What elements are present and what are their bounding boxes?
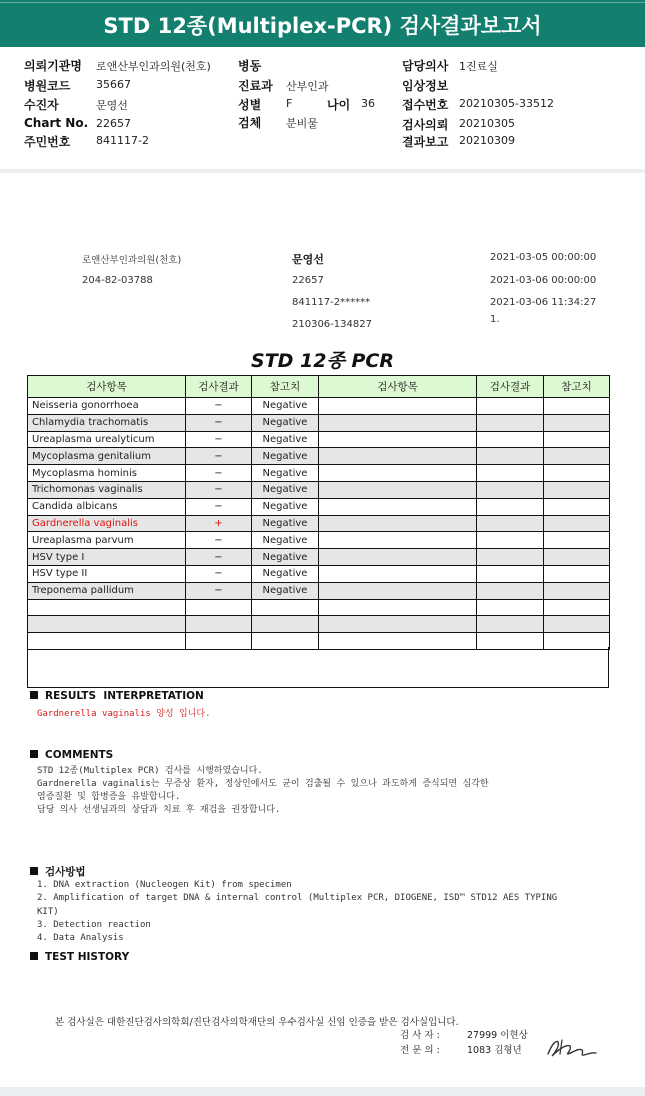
request-label: 검사의뢰 <box>402 118 449 132</box>
test-name: Trichomonas vaginalis <box>28 481 186 498</box>
receipt-value: 20210305-33512 <box>459 97 554 110</box>
empty-cell <box>28 616 186 633</box>
patient-value: 문영선 <box>96 99 128 112</box>
bullet-square-icon <box>30 691 38 699</box>
report-business-no: 204-82-03788 <box>82 275 153 286</box>
empty-cell <box>544 532 610 549</box>
test-reference: Negative <box>252 414 319 431</box>
table-row <box>28 582 610 599</box>
history-heading-text: TEST HISTORY <box>45 951 130 963</box>
test-reference: Negative <box>252 549 319 566</box>
chart-no-value: 22657 <box>96 117 131 130</box>
empty-cell <box>544 431 610 448</box>
test-result: − <box>186 498 252 515</box>
table-header-row <box>28 376 610 398</box>
table-row-empty <box>28 616 610 633</box>
comment-line: STD 12종(Multiplex PCR) 검사를 시행하였습니다. <box>37 766 263 776</box>
test-result: − <box>186 549 252 566</box>
report-title: STD 12종(Multiplex-PCR) 검사결과보고서 <box>0 0 645 47</box>
results-interpretation-text: Gardnerella vaginalis 양성 입니다. <box>37 709 211 719</box>
table-row <box>28 481 610 498</box>
hospital-code-value: 35667 <box>96 78 131 91</box>
clinic-value: 로앤산부인과의원(천호) <box>96 60 211 73</box>
empty-cell <box>544 414 610 431</box>
request-value: 20210305 <box>459 117 515 130</box>
test-result: − <box>186 582 252 599</box>
empty-cell <box>544 515 610 532</box>
rrn-value: 841117-2 <box>96 134 149 147</box>
table-row-empty <box>28 599 610 616</box>
empty-cell <box>544 565 610 582</box>
hospital-code-label: 병원코드 <box>24 79 71 93</box>
empty-cell <box>544 465 610 482</box>
dept-value: 산부인과 <box>286 80 329 93</box>
table-row <box>28 414 610 431</box>
test-reference: Negative <box>252 398 319 415</box>
results-heading-text: RESULTS INTERPRETATION <box>45 690 204 702</box>
table-row <box>28 532 610 549</box>
sex-label: 성별 <box>238 98 262 112</box>
test-result: − <box>186 431 252 448</box>
receipt-label: 접수번호 <box>402 98 449 112</box>
test-reference: Negative <box>252 481 319 498</box>
method-line: KIT) <box>37 907 59 917</box>
empty-cell <box>544 498 610 515</box>
empty-cell <box>477 465 544 482</box>
doctor-label: 담당의사 <box>402 59 449 73</box>
empty-cell <box>319 532 477 549</box>
test-name: Treponema pallidum <box>28 582 186 599</box>
test-result: − <box>186 414 252 431</box>
table-row <box>28 498 610 515</box>
comments-section-heading <box>30 749 113 761</box>
sex-value: F <box>286 97 293 110</box>
empty-cell <box>544 582 610 599</box>
comment-line: Gardnerella vaginalis는 무증상 환자, 정상인에서도 균이 검출될 수 있으나 과도하게 증식되면 심각한 <box>37 779 489 789</box>
report-date-value: 20210309 <box>459 134 515 147</box>
test-name: Chlamydia trachomatis <box>28 414 186 431</box>
test-result-positive: + <box>186 515 252 532</box>
empty-cell <box>544 398 610 415</box>
empty-cell <box>252 599 319 616</box>
empty-cell <box>319 498 477 515</box>
empty-cell <box>477 549 544 566</box>
specimen-value: 분비물 <box>286 117 318 130</box>
empty-cell <box>319 414 477 431</box>
col-header-test-item-2: 검사항목 <box>319 376 477 398</box>
test-reference: Negative <box>252 565 319 582</box>
test-name: Neisseria gonorrhoea <box>28 398 186 415</box>
test-result: − <box>186 532 252 549</box>
empty-cell <box>544 448 610 465</box>
empty-cell <box>186 616 252 633</box>
col-header-test-item: 검사항목 <box>28 376 186 398</box>
table-row <box>28 549 610 566</box>
empty-cell <box>319 515 477 532</box>
method-line: 2. Amplification of target DNA & internal control (Multiplex PCR, DIOGENE, ISD™ STD12 AES TYPING <box>37 893 558 903</box>
table-row-positive <box>28 515 610 532</box>
test-reference: Negative <box>252 515 319 532</box>
test-name: Ureaplasma urealyticum <box>28 431 186 448</box>
report-clinic-name: 로앤산부인과의원(천호) <box>82 255 182 266</box>
empty-cell <box>477 616 544 633</box>
dept-label: 진료과 <box>238 79 273 93</box>
empty-cell <box>477 481 544 498</box>
test-reference: Negative <box>252 498 319 515</box>
clinic-label: 의뢰기관명 <box>24 59 82 73</box>
col-header-result: 검사결과 <box>186 376 252 398</box>
age-label: 나이 <box>327 98 351 112</box>
empty-cell <box>319 565 477 582</box>
bullet-square-icon <box>30 867 38 875</box>
table-row <box>28 398 610 415</box>
bullet-square-icon <box>30 750 38 758</box>
empty-cell <box>319 549 477 566</box>
empty-cell <box>477 448 544 465</box>
test-result: − <box>186 448 252 465</box>
specimen-label: 검체 <box>238 116 262 130</box>
results-table <box>27 375 610 650</box>
doctor-value: 1진료실 <box>459 60 498 73</box>
method-line: 1. DNA extraction (Nucleogen Kit) from specimen <box>37 880 292 890</box>
table-row <box>28 465 610 482</box>
rrn-label: 주민번호 <box>24 135 71 149</box>
method-heading-text: 검사방법 <box>45 866 86 878</box>
test-name: Candida albicans <box>28 498 186 515</box>
table-title: STD 12종 PCR <box>251 350 394 372</box>
ward-label: 병동 <box>238 59 262 73</box>
test-result: − <box>186 465 252 482</box>
report-chart-no: 22657 <box>292 275 324 286</box>
empty-cell <box>477 431 544 448</box>
results-section-heading <box>30 690 204 702</box>
col-header-reference: 참고치 <box>252 376 319 398</box>
table-row <box>28 448 610 465</box>
empty-cell <box>477 565 544 582</box>
empty-cell <box>477 515 544 532</box>
patient-label: 수진자 <box>24 98 59 112</box>
empty-cell <box>319 616 477 633</box>
empty-cell <box>319 398 477 415</box>
report-date-3: 2021-03-06 11:34:27 <box>490 297 597 308</box>
test-name-positive: Gardnerella vaginalis <box>28 515 186 532</box>
history-section-heading <box>30 951 129 963</box>
clinical-info-label: 임상정보 <box>402 79 449 93</box>
table-footer-box <box>27 647 609 688</box>
test-name: HSV type II <box>28 565 186 582</box>
certification-text: 본 검사실은 대한진단검사의학회/진단검사의학재단의 우수검사실 신임 인증을 받은 검사실입니다. <box>55 1017 459 1028</box>
test-result: − <box>186 565 252 582</box>
age-value: 36 <box>361 97 375 110</box>
report-patient-name: 문영선 <box>292 253 324 266</box>
col-header-result-2: 검사결과 <box>477 376 544 398</box>
test-reference: Negative <box>252 465 319 482</box>
report-rrn: 841117-2****** <box>292 297 371 308</box>
empty-cell <box>319 582 477 599</box>
comment-line: 담당 의사 선생님과의 상담과 치료 후 재검을 권장합니다. <box>37 805 281 815</box>
empty-cell <box>544 599 610 616</box>
empty-cell <box>477 599 544 616</box>
test-result: − <box>186 398 252 415</box>
empty-cell <box>186 599 252 616</box>
report-date-label: 결과보고 <box>402 135 449 149</box>
report-date-2: 2021-03-06 00:00:00 <box>490 275 597 286</box>
empty-cell <box>477 498 544 515</box>
test-name: HSV type I <box>28 549 186 566</box>
test-reference: Negative <box>252 532 319 549</box>
empty-cell <box>544 616 610 633</box>
test-name: Mycoplasma genitalium <box>28 448 186 465</box>
method-line: 4. Data Analysis <box>37 933 124 943</box>
tester-value: 27999 이현상 <box>467 1030 528 1041</box>
empty-cell <box>319 448 477 465</box>
test-reference: Negative <box>252 448 319 465</box>
test-name: Mycoplasma hominis <box>28 465 186 482</box>
empty-cell <box>319 465 477 482</box>
test-reference: Negative <box>252 431 319 448</box>
comments-heading-text: COMMENTS <box>45 749 114 761</box>
comment-line: 염증질환 및 합병증을 유발합니다. <box>37 792 181 802</box>
test-result: − <box>186 481 252 498</box>
table-row <box>28 431 610 448</box>
empty-cell <box>319 481 477 498</box>
empty-cell <box>477 414 544 431</box>
signature-image <box>544 1036 600 1060</box>
method-section-heading <box>30 864 86 879</box>
test-name: Ureaplasma parvum <box>28 532 186 549</box>
report-date-1: 2021-03-05 00:00:00 <box>490 252 597 263</box>
bottom-bar <box>0 1087 645 1096</box>
empty-cell <box>544 549 610 566</box>
empty-cell <box>544 481 610 498</box>
col-header-reference-2: 참고치 <box>544 376 610 398</box>
specialist-label: 전 문 의 : <box>400 1045 440 1056</box>
empty-cell <box>477 582 544 599</box>
specialist-value: 1083 김형년 <box>467 1045 522 1056</box>
empty-cell <box>28 599 186 616</box>
patient-info-panel <box>0 47 645 170</box>
empty-cell <box>252 616 319 633</box>
chart-no-label: Chart No. <box>24 116 89 130</box>
empty-cell <box>319 599 477 616</box>
table-row <box>28 565 610 582</box>
method-line: 3. Detection reaction <box>37 920 151 930</box>
tester-label: 검 사 자 : <box>400 1030 440 1041</box>
empty-cell <box>477 532 544 549</box>
report-sample-no: 210306-134827 <box>292 319 372 330</box>
empty-cell <box>477 398 544 415</box>
bullet-square-icon <box>30 952 38 960</box>
report-date-3-wrap: 1. <box>490 314 500 325</box>
empty-cell <box>319 431 477 448</box>
test-reference: Negative <box>252 582 319 599</box>
